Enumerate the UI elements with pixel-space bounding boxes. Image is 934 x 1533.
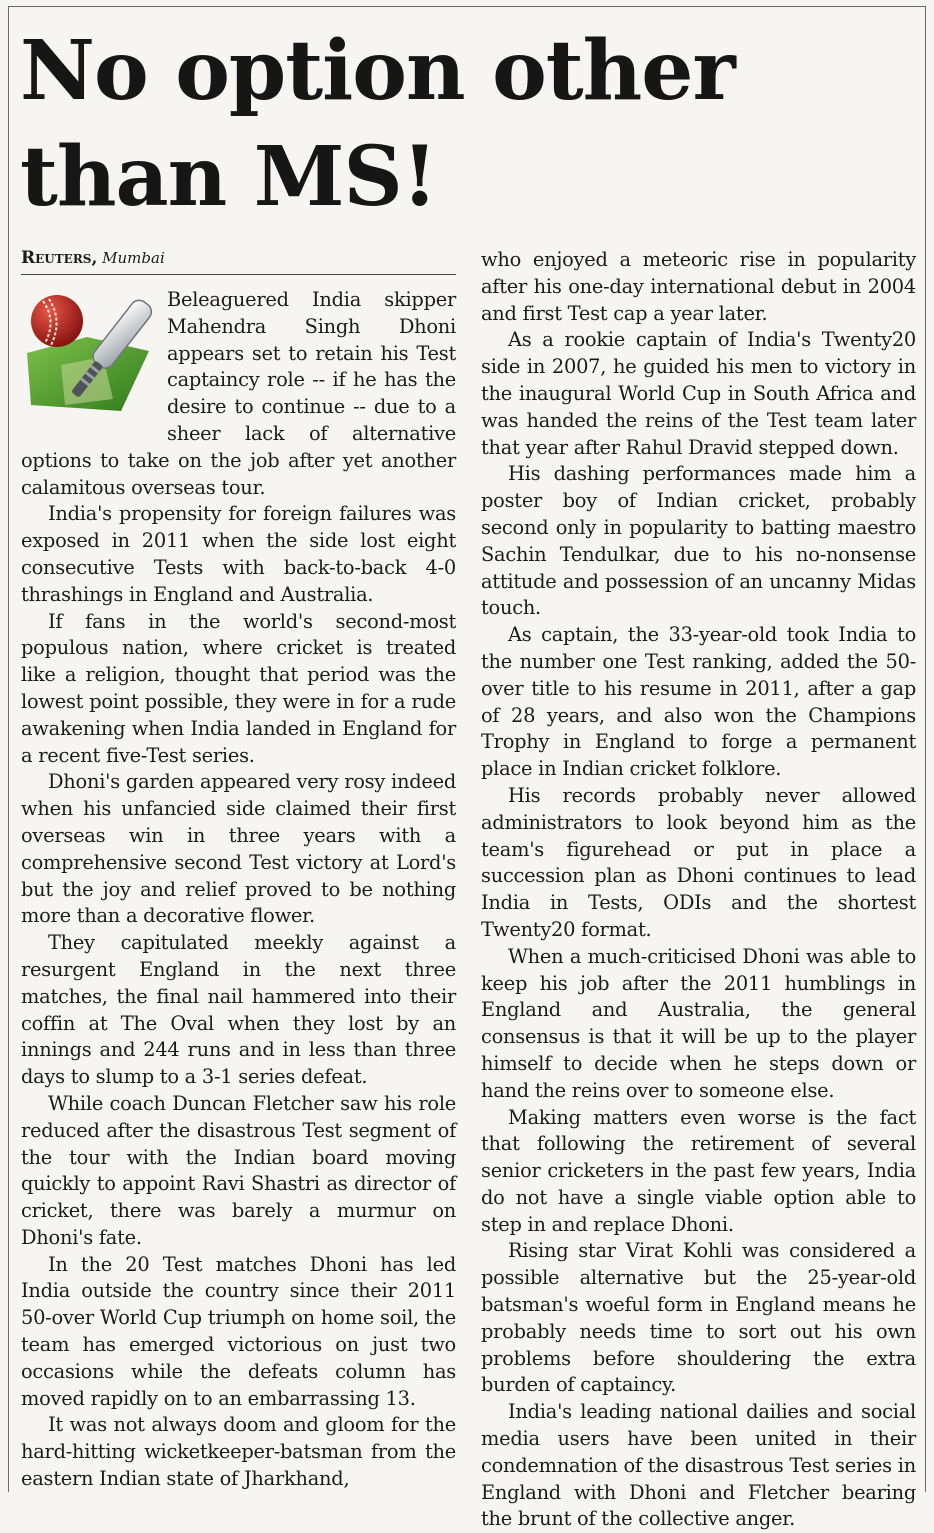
left-paragraph-6: While coach Duncan Fletcher saw his role reduced after the disastrous Test segment of the tour with the Indian board moving quickly to appoint Ravi Shastri as director of cricket, there was barely a murmur on Dhoni's fate.	[21, 1091, 456, 1249]
right-paragraph-7: Making matters even worse is the fact that following the retirement of several senior cricketers in the past few years, India do not have a single viable option able to step in and replace Dhoni.	[481, 1105, 916, 1236]
byline-place: Mumbai	[102, 249, 165, 267]
byline-agency: Reuters,	[21, 248, 98, 268]
headline	[20, 18, 910, 230]
left-paragraph-4: Dhoni's garden appeared very rosy indeed when his unfancied side claimed their first overseas win in three years with a comprehensive second Test victory at Lord's but the joy and relief proved to be nothing more than a decorative flower.	[21, 770, 456, 928]
left-paragraph-8: It was not always doom and gloom for the hard-hitting wicketkeeper-batsman from the eastern Indian state of Jharkhand,	[21, 1413, 456, 1491]
right-paragraph-4: As captain, the 33-year-old took India to the number one Test ranking, added the 50-over title to his resume in 2011, after a gap of 28 years, and also won the Champions Trophy in England to forge a permanent place in Indian cricket folklore.	[481, 623, 916, 781]
right-paragraph-1: who enjoyed a meteoric rise in popularity after his one-day international debut in 2004 and first Test cap a year later.	[481, 248, 916, 325]
right-paragraph-5: His records probably never allowed administrators to look beyond him as the team's figurehead or put in place a succession plan as Dhoni continues to lead India in Tests, ODIs and the shortest Twenty20 format.	[481, 783, 916, 941]
cricket-ball-bat-pitch-icon	[21, 287, 161, 419]
left-paragraph-5: They capitulated meekly against a resurgent England in the next three matches, the final nail hammered into their coffin at The Oval when they lost by an innings and 244 runs and in less than three days to slump to a 3-1 series defeat.	[21, 931, 456, 1089]
right-paragraph-6: When a much-criticised Dhoni was able to keep his job after the 2011 humblings in England and Australia, the general consensus is that it will be up to the player himself to decide when he steps down or hand the reins over to someone else.	[481, 944, 916, 1102]
right-column	[481, 247, 916, 1533]
headline-line-2: than MS!	[20, 129, 437, 225]
left-paragraph-2: India's propensity for foreign failures was exposed in 2011 when the side lost eight consecutive Tests with back-to-back 4-0 thrashings in England and Australia.	[21, 502, 456, 606]
left-column	[21, 248, 456, 1493]
headline-line-1: No option other	[20, 23, 735, 119]
byline	[21, 248, 456, 275]
left-paragraph-3: If fans in the world's second-most populous nation, where cricket is treated like a religion, thought that period was the lowest point possible, they were in for a rude awakening when India landed in England for a recent five-Test series.	[21, 609, 456, 767]
right-paragraph-8: Rising star Virat Kohli was considered a possible alternative but the 25-year-old batsman's woeful form in England means he probably needs time to sort out his own problems before shouldering the extra burden of captaincy.	[481, 1239, 916, 1397]
right-paragraph-2: As a rookie captain of India's Twenty20 side in 2007, he guided his men to victory in the inaugural World Cup in South Africa and was handed the reins of the Test team later that year after Rahul Dravid stepped down.	[481, 328, 916, 459]
right-paragraph-3: His dashing performances made him a poster boy of Indian cricket, probably second only in popularity to batting maestro Sachin Tendulkar, due to his no-nonsense attitude and possession of an uncanny Midas touch.	[481, 462, 916, 620]
left-paragraph-1: Beleaguered India skipper Mahendra Singh Dhoni appears set to retain his Test captaincy role -- if he has the desire to continue -- due to a sheer lack of alternative options to take on the job after yet another calamitous overseas tour.	[21, 288, 456, 499]
right-paragraph-9: India's leading national dailies and social media users have been united in their condemnation of the disastrous Test series in England with Dhoni and Fletcher bearing the brunt of the collective anger.	[481, 1400, 916, 1531]
left-paragraph-7: In the 20 Test matches Dhoni has led India outside the country since their 2011 50-over World Cup triumph on home soil, the team has emerged victorious on just two occasions while the defeats column has moved rapidly on to an embarrassing 13.	[21, 1252, 456, 1410]
